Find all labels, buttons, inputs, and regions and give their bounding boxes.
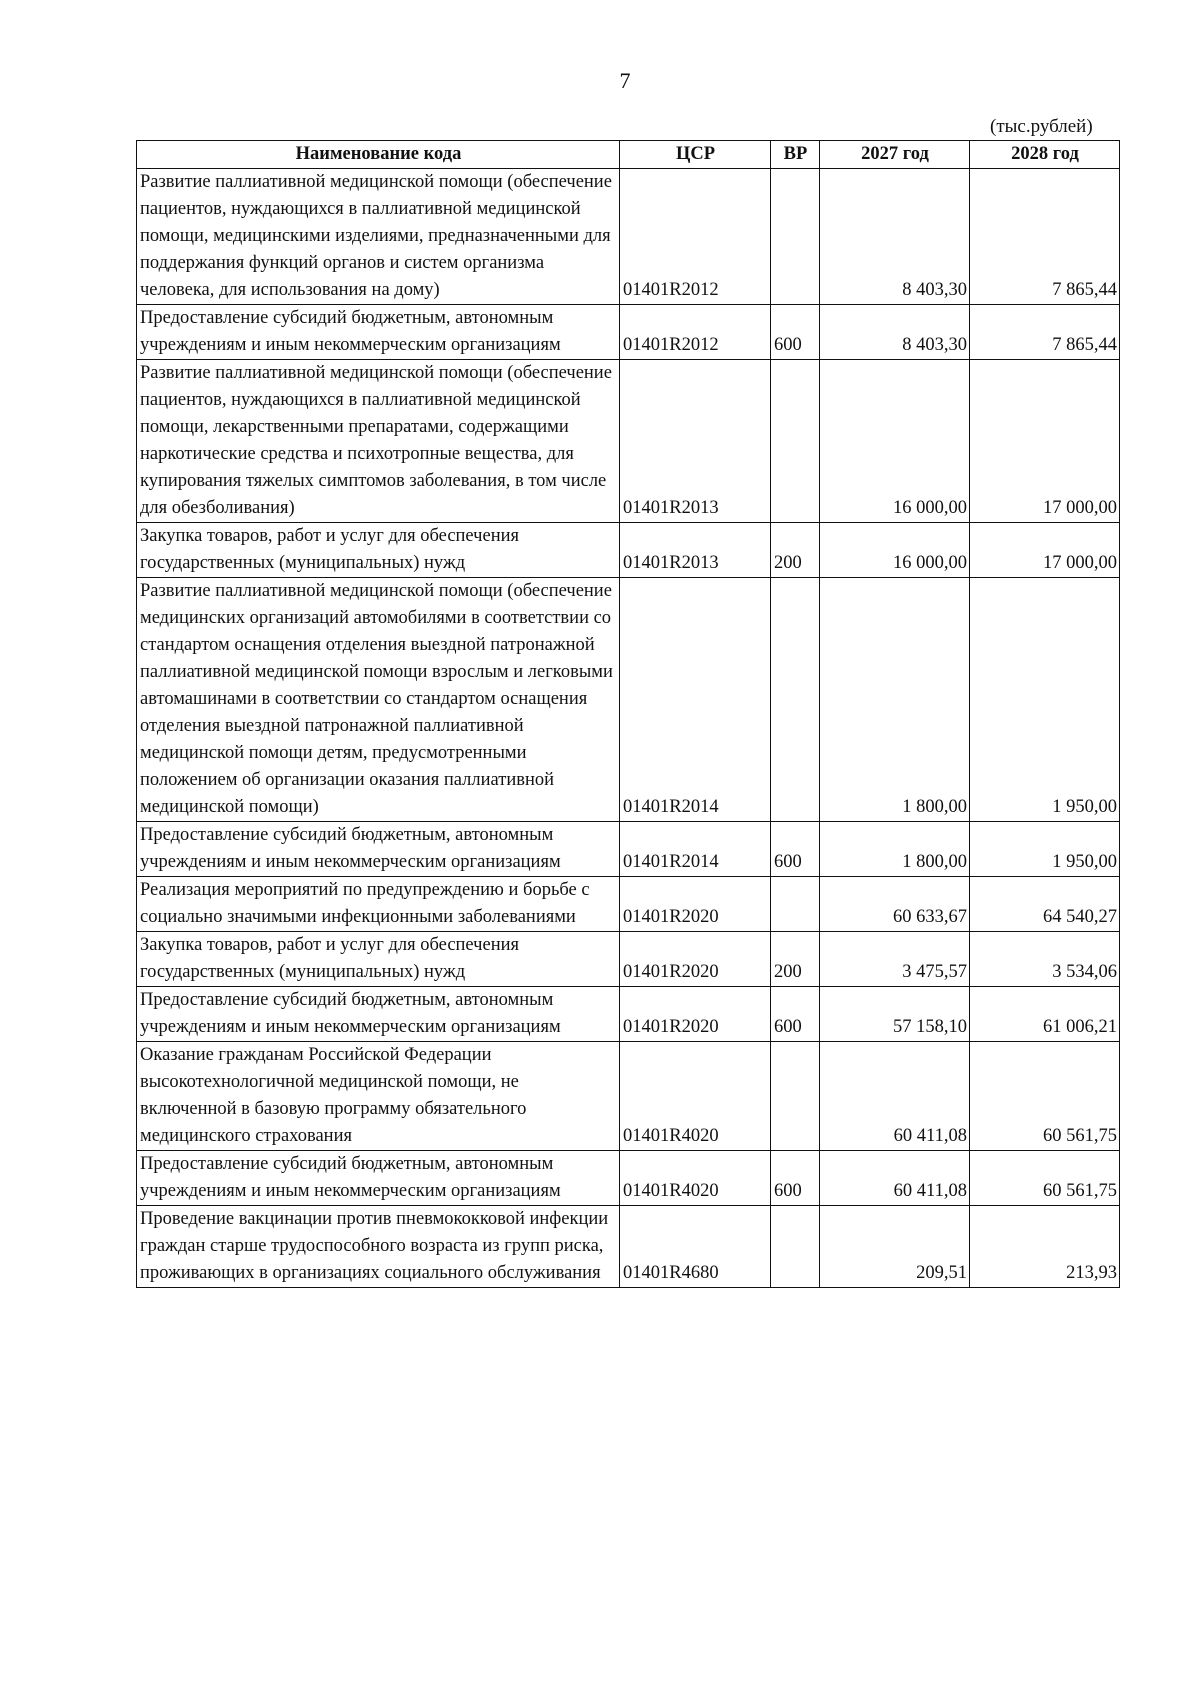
units-label: (тыс.рублей) — [990, 116, 1093, 137]
cell-2027: 16 000,00 — [820, 360, 970, 523]
cell-vr — [771, 1042, 820, 1151]
header-2028: 2028 год — [970, 141, 1120, 169]
cell-name: Реализация мероприятий по предупреждению и борьбе с социально значимыми инфекционными заболеваниями — [137, 877, 620, 932]
cell-name: Предоставление субсидий бюджетным, автономным учреждениям и иным некоммерческим организациям — [137, 305, 620, 360]
cell-2027: 60 411,08 — [820, 1042, 970, 1151]
budget-table — [136, 140, 1120, 1288]
table-row — [137, 523, 1120, 578]
table-row — [137, 360, 1120, 523]
cell-vr — [771, 578, 820, 822]
cell-name: Предоставление субсидий бюджетным, автономным учреждениям и иным некоммерческим организациям — [137, 822, 620, 877]
table-row — [137, 987, 1120, 1042]
cell-csr: 01401R4680 — [620, 1206, 771, 1288]
table-row — [137, 822, 1120, 877]
page-number: 7 — [619, 68, 631, 93]
cell-csr: 01401R2013 — [620, 360, 771, 523]
cell-name: Оказание гражданам Российской Федерации высокотехнологичной медицинской помощи, не включенной в базовую программу обязательного медицинского страхования — [137, 1042, 620, 1151]
cell-2028: 61 006,21 — [970, 987, 1120, 1042]
cell-vr: 200 — [771, 932, 820, 987]
cell-2027: 57 158,10 — [820, 987, 970, 1042]
header-csr: ЦСР — [620, 141, 771, 169]
cell-csr: 01401R2014 — [620, 822, 771, 877]
cell-name: Проведение вакцинации против пневмококковой инфекции граждан старше трудоспособного возраста из групп риска, проживающих в организациях социального обслуживания — [137, 1206, 620, 1288]
cell-name: Закупка товаров, работ и услуг для обеспечения государственных (муниципальных) нужд — [137, 932, 620, 987]
cell-csr: 01401R2020 — [620, 877, 771, 932]
cell-csr: 01401R2012 — [620, 169, 771, 305]
cell-vr — [771, 169, 820, 305]
header-vr: ВР — [771, 141, 820, 169]
cell-2028: 3 534,06 — [970, 932, 1120, 987]
cell-2027: 1 800,00 — [820, 822, 970, 877]
cell-2027: 8 403,30 — [820, 169, 970, 305]
cell-name: Предоставление субсидий бюджетным, автономным учреждениям и иным некоммерческим организациям — [137, 1151, 620, 1206]
header-2027: 2027 год — [820, 141, 970, 169]
cell-name: Развитие паллиативной медицинской помощи (обеспечение пациентов, нуждающихся в паллиативной медицинской помощи, медицинскими изделиями, предназначенными для поддержания функций органов и систем организма человека, для использования на дому) — [137, 169, 620, 305]
table-row — [137, 1151, 1120, 1206]
cell-2028: 60 561,75 — [970, 1151, 1120, 1206]
table-row — [137, 877, 1120, 932]
cell-name: Развитие паллиативной медицинской помощи (обеспечение медицинских организаций автомобилями в соответствии со стандартом оснащения отделения выездной патронажной паллиативной медицинской помощи взрослым и легковыми автомашинами в соответствии со стандартом оснащения отделения выездной патронажной паллиативной медицинской помощи детям, предусмотренными положением об организации оказания паллиативной медицинской помощи) — [137, 578, 620, 822]
cell-csr: 01401R2012 — [620, 305, 771, 360]
cell-2027: 3 475,57 — [820, 932, 970, 987]
cell-vr — [771, 360, 820, 523]
table-row — [137, 578, 1120, 822]
cell-vr: 600 — [771, 305, 820, 360]
table-row — [137, 1206, 1120, 1288]
cell-2027: 60 633,67 — [820, 877, 970, 932]
cell-2028: 7 865,44 — [970, 169, 1120, 305]
cell-csr: 01401R2014 — [620, 578, 771, 822]
cell-2028: 17 000,00 — [970, 360, 1120, 523]
table-row — [137, 1042, 1120, 1151]
cell-2028: 213,93 — [970, 1206, 1120, 1288]
cell-vr: 200 — [771, 523, 820, 578]
cell-2028: 7 865,44 — [970, 305, 1120, 360]
cell-csr: 01401R4020 — [620, 1151, 771, 1206]
cell-2027: 209,51 — [820, 1206, 970, 1288]
cell-vr: 600 — [771, 1151, 820, 1206]
cell-csr: 01401R2013 — [620, 523, 771, 578]
cell-vr: 600 — [771, 822, 820, 877]
table-row — [137, 932, 1120, 987]
cell-vr: 600 — [771, 987, 820, 1042]
cell-2027: 16 000,00 — [820, 523, 970, 578]
cell-2027: 1 800,00 — [820, 578, 970, 822]
cell-vr — [771, 877, 820, 932]
cell-name: Предоставление субсидий бюджетным, автономным учреждениям и иным некоммерческим организациям — [137, 987, 620, 1042]
cell-2028: 60 561,75 — [970, 1042, 1120, 1151]
cell-2028: 64 540,27 — [970, 877, 1120, 932]
cell-2028: 1 950,00 — [970, 578, 1120, 822]
cell-name: Закупка товаров, работ и услуг для обеспечения государственных (муниципальных) нужд — [137, 523, 620, 578]
cell-name: Развитие паллиативной медицинской помощи (обеспечение пациентов, нуждающихся в паллиативной медицинской помощи, лекарственными препаратами, содержащими наркотические средства и психотропные вещества, для купирования тяжелых симптомов заболевания, в том числе для обезболивания) — [137, 360, 620, 523]
header-name: Наименование кода — [137, 141, 620, 169]
cell-2027: 60 411,08 — [820, 1151, 970, 1206]
cell-csr: 01401R2020 — [620, 987, 771, 1042]
cell-csr: 01401R2020 — [620, 932, 771, 987]
table-header-row — [137, 141, 1120, 169]
table-row — [137, 169, 1120, 305]
cell-2027: 8 403,30 — [820, 305, 970, 360]
cell-vr — [771, 1206, 820, 1288]
cell-2028: 17 000,00 — [970, 523, 1120, 578]
cell-csr: 01401R4020 — [620, 1042, 771, 1151]
cell-2028: 1 950,00 — [970, 822, 1120, 877]
table-row — [137, 305, 1120, 360]
